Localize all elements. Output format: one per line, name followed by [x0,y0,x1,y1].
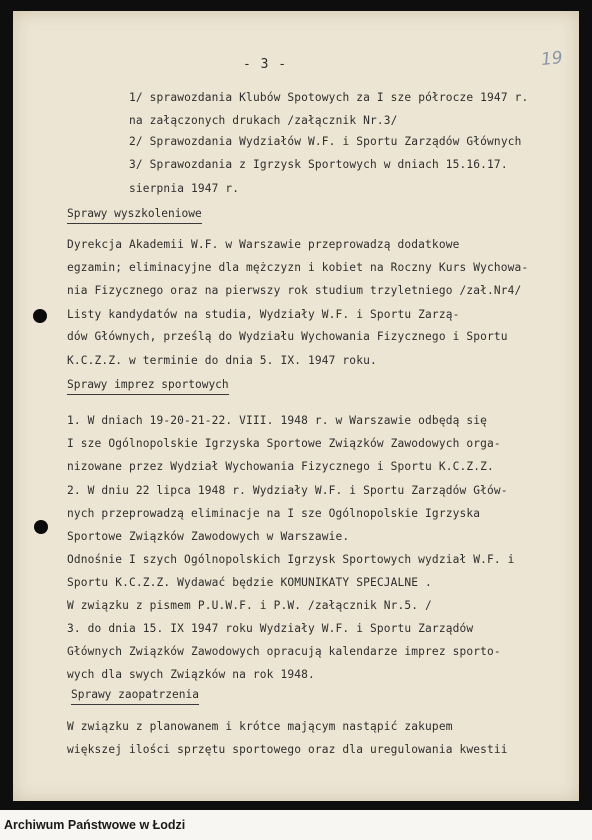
archive-name: Archiwum Państwowe w Łodzi [4,818,186,832]
heading-underline [67,223,202,224]
section-heading [67,378,229,395]
text-line: K.C.Z.Z. w terminie do dnia 5. IX. 1947 roku. [67,354,377,367]
text-line: nizowane przez Wydział Wychowania Fizycznego i Sportu K.C.Z.Z. [67,460,494,473]
page-number: - 3 - [243,57,288,72]
text-line: Sportu K.C.Z.Z. Wydawać będzie KOMUNIKATY SPECJALNE . [67,576,432,589]
text-line: 3. do dnia 15. IX 1947 roku Wydziały W.F. i Sportu Zarządów [67,622,474,635]
text-line: większej ilości sprzętu sportowego oraz dla uregulowania kwestii [67,743,508,756]
text-line: 3/ Sprawozdania z Igrzysk Sportowych w dniach 15.16.17. [129,158,508,171]
text-line: Głównych Związków Zawodowych opracują kalendarze imprez sporto- [67,645,501,658]
text-line: nia Fizycznego oraz na pierwszy rok studium trzyletniego /zał.Nr4/ [67,284,522,297]
section-heading-text: Sprawy imprez sportowych [67,378,229,391]
archive-footer [0,810,592,840]
text-line: 1. W dniach 19-20-21-22. VIII. 1948 r. w Warszawie odbędą się [67,414,488,427]
text-line: 2. W dniu 22 lipca 1948 r. Wydziały W.F. i Sportu Zarządów Głów- [67,484,508,497]
document-page [13,11,579,801]
text-line: Listy kandydatów na studia, Wydziały W.F. i Sportu Zarzą- [67,308,460,321]
text-line: I sze Ogólnopolskie Igrzyska Sportowe Związków Zawodowych orga- [67,437,501,450]
text-line: nych przeprowadzą eliminacje na I sze Ogólnopolskie Igrzyska [67,507,481,520]
punch-hole [34,520,48,534]
heading-underline [67,394,229,395]
text-line: egzamin; eliminacyjne dla mężczyzn i kobiet na Roczny Kurs Wychowa- [67,261,529,274]
section-heading [67,207,202,224]
text-line: sierpnia 1947 r. [129,182,240,195]
text-line: W związku z pismem P.U.W.F. i P.W. /załącznik Nr.5. / [67,599,432,612]
text-line: Sportowe Związków Zawodowych w Warszawie. [67,530,350,543]
text-line: W związku z planowanem i krótce mającym nastąpić zakupem [67,720,453,733]
section-heading-text: Sprawy zaopatrzenia [71,688,199,701]
text-line: na załączonych drukach /załącznik Nr.3/ [129,114,398,127]
text-line: dów Głównych, prześlą do Wydziału Wychowania Fizycznego i Sportu [67,330,508,343]
text-line: Odnośnie I szych Ogólnopolskich Igrzysk Sportowych wydział W.F. i [67,553,515,566]
section-heading-text: Sprawy wyszkoleniowe [67,207,202,220]
text-line: wych dla swych Związków na rok 1948. [67,668,315,681]
section-heading [71,688,199,705]
punch-hole [33,309,47,323]
folio-mark: 19 [540,47,564,71]
text-line: 1/ sprawozdania Klubów Spotowych za I sze półrocze 1947 r. [129,91,529,104]
heading-underline [71,704,199,705]
text-line: 2/ Sprawozdania Wydziałów W.F. i Sportu Zarządów Głównych [129,135,522,148]
text-line: Dyrekcja Akademii W.F. w Warszawie przeprowadzą dodatkowe [67,238,460,251]
